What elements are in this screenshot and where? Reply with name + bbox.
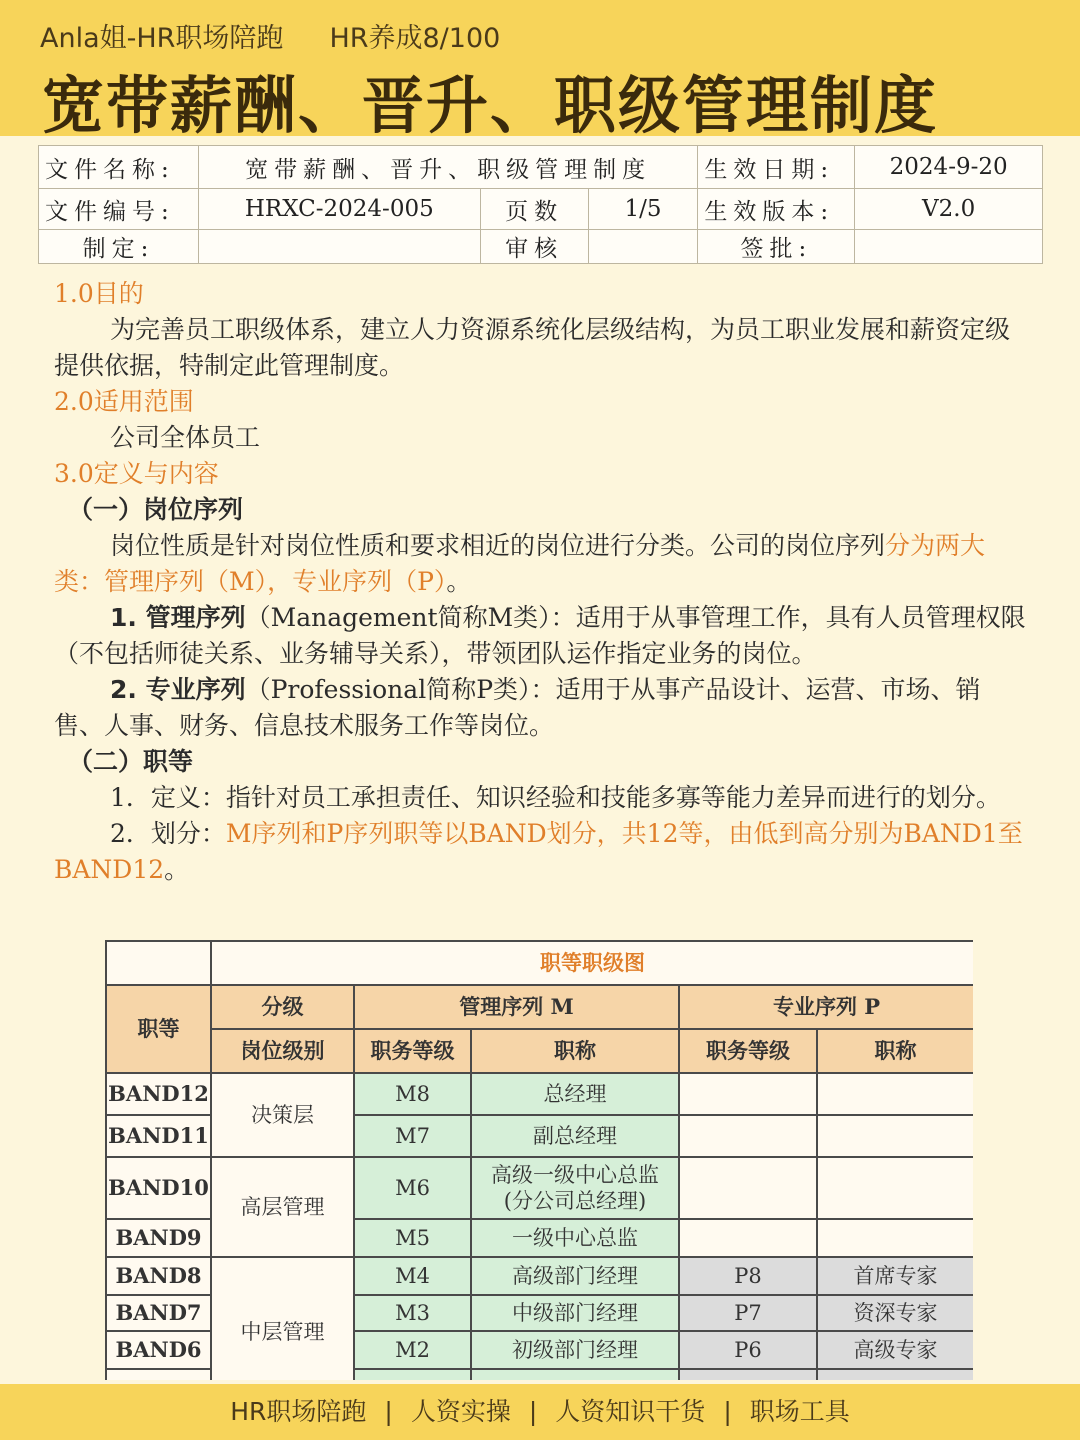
header-p-rank: 职务等级 (679, 1029, 817, 1073)
section-title-definition: 3.0定义与内容 (54, 459, 219, 488)
item-head-professional: 2. 专业序列 (110, 675, 246, 704)
tier-cell: 中层管理 (211, 1257, 354, 1380)
paragraph-professional-sequence (54, 672, 1029, 744)
file-name-value: 宽带薪酬、晋升、职级管理制度 (198, 146, 698, 189)
section-title-scope: 2.0适用范围 (54, 387, 194, 416)
m-rank-cell: M8 (354, 1073, 471, 1115)
pages-label: 页数 (480, 189, 588, 230)
m-rank-cell: M6 (354, 1157, 471, 1219)
p-title-cell: 高级专家 (817, 1331, 973, 1369)
footer-item-hr-knowledge[interactable]: 人资知识干货 (555, 1397, 706, 1426)
p-rank-cell (679, 1157, 817, 1219)
p-rank-cell: P8 (679, 1257, 817, 1295)
band-cell: BAND8 (106, 1257, 211, 1295)
band-cell: BAND10 (106, 1157, 211, 1219)
file-no-value: HRXC-2024-005 (198, 189, 480, 230)
version-value: V2.0 (855, 189, 1043, 230)
highlight-band-division: M序列和P序列职等以BAND划分，共12等，由低到高分别为BAND1至BAND12 (54, 819, 1023, 884)
footer-item-hr-practice[interactable]: 人资实操 (410, 1397, 511, 1426)
item-text-professional: （Professional简称P类）：适用于从事产品设计、运营、市场、销售、人事、财务、信息技术服务工作等岗位。 (54, 675, 981, 740)
m-rank-cell: M7 (354, 1115, 471, 1157)
footer-item-work-tools[interactable]: 职场工具 (749, 1397, 850, 1426)
header-subtitle (40, 16, 500, 55)
page-title: 宽带薪酬、晋升、职级管理制度 (42, 69, 939, 142)
grade-chart-container (105, 940, 973, 1380)
m-rank-cell: M3 (354, 1295, 471, 1331)
header-banner (0, 0, 1080, 142)
header-management-group: 管理序列 M (354, 985, 679, 1029)
paragraph-grade-division (54, 816, 1029, 888)
header-tier: 分级 (211, 985, 354, 1029)
m-rank-cell (354, 1369, 471, 1380)
author-label: Anla姐-HR职场陪跑 (40, 23, 284, 54)
item-head-management: 1. 管理序列 (110, 603, 246, 632)
p-rank-cell (679, 1073, 817, 1115)
header-professional-group: 专业序列 P (679, 985, 973, 1029)
pages-value: 1/5 (588, 189, 698, 230)
review-value (588, 230, 698, 264)
p-rank-cell (679, 1369, 817, 1380)
m-rank-cell: M4 (354, 1257, 471, 1295)
item-text-management: （Management简称M类）：适用于从事管理工作，具有人员管理权限（不包括师徒关系、业务辅导关系），带领团队运作指定业务的岗位。 (54, 603, 1026, 668)
m-title-cell (471, 1157, 679, 1219)
p-rank-cell (679, 1115, 817, 1157)
m-title-cell: 总经理 (471, 1073, 679, 1115)
header-m-title: 职称 (471, 1029, 679, 1073)
section-title-purpose: 1.0目的 (54, 279, 144, 308)
corner-cell (106, 941, 211, 985)
m-title-cell: 一级中心总监 (471, 1219, 679, 1257)
p-title-cell: 首席专家 (817, 1257, 973, 1295)
p-rank-cell: P6 (679, 1331, 817, 1369)
paragraph-position-sequence (54, 528, 1029, 600)
made-by-label: 制定: (39, 230, 199, 264)
tier-cell: 决策层 (211, 1073, 354, 1157)
footer-banner (0, 1384, 1080, 1440)
footer-item-hr-coaching[interactable]: HR职场陪跑 (230, 1397, 367, 1426)
paragraph-grade-definition: 1．定义：指针对员工承担责任、知识经验和技能多寡等能力差异而进行的划分。 (110, 783, 1001, 812)
tier-cell: 高层管理 (211, 1157, 354, 1257)
section-text-purpose: 为完善员工职级体系，建立人力资源系统化层级结构，为员工职业发展和薪资定级提供依据，特制定此管理制度。 (54, 315, 1011, 380)
m-title-cell: 副总经理 (471, 1115, 679, 1157)
highlight-two-categories: 分为两大类：管理序列（M），专业序列（P） (54, 531, 986, 596)
footer-separator: | (723, 1397, 732, 1426)
review-label: 审核 (480, 230, 588, 264)
paragraph-management-sequence (54, 600, 1029, 672)
p-title-cell: 资深专家 (817, 1295, 973, 1331)
grade-chart-table (105, 940, 973, 1380)
m-title-line: (分公司总经理) (503, 1189, 647, 1213)
effective-date-value: 2024-9-20 (855, 146, 1043, 189)
header-p-title: 职称 (817, 1029, 973, 1073)
text-fragment: 2．划分： (110, 819, 226, 848)
grade-chart-caption: 职等职级图 (211, 941, 973, 985)
m-title-line: 高级一级中心总监 (491, 1163, 659, 1187)
approve-label: 签批: (698, 230, 855, 264)
band-cell: BAND7 (106, 1295, 211, 1331)
footer-separator: | (384, 1397, 393, 1426)
band-cell: BAND9 (106, 1219, 211, 1257)
m-title-cell: 高级部门经理 (471, 1257, 679, 1295)
m-title-cell (471, 1369, 679, 1380)
band-cell: BAND11 (106, 1115, 211, 1157)
header-position-level: 岗位级别 (211, 1029, 354, 1073)
p-rank-cell (679, 1219, 817, 1257)
p-rank-cell: P7 (679, 1295, 817, 1331)
file-name-label: 文件名称: (39, 146, 199, 189)
m-rank-cell: M5 (354, 1219, 471, 1257)
band-cell: BAND6 (106, 1331, 211, 1369)
subsection-title-position-sequence: （一）岗位序列 (68, 495, 244, 524)
m-title-cell: 中级部门经理 (471, 1295, 679, 1331)
effective-date-label: 生效日期: (698, 146, 855, 189)
document-body (54, 276, 1029, 888)
p-title-cell (817, 1157, 973, 1219)
p-title-cell (817, 1369, 973, 1380)
table-row (106, 1157, 973, 1219)
text-fragment: 岗位性质是针对岗位性质和要求相近的岗位进行分类。公司的岗位序列 (110, 531, 886, 560)
p-title-cell (817, 1115, 973, 1157)
m-title-cell: 初级部门经理 (471, 1331, 679, 1369)
header-m-rank: 职务等级 (354, 1029, 471, 1073)
m-rank-cell: M2 (354, 1331, 471, 1369)
table-row (106, 1257, 973, 1295)
approve-value (855, 230, 1043, 264)
band-cell (106, 1369, 211, 1380)
document-meta-table (38, 145, 1043, 264)
text-fragment: 。 (164, 855, 190, 884)
made-by-value (198, 230, 480, 264)
text-fragment: 。 (446, 567, 472, 596)
subsection-title-grade: （二）职等 (68, 747, 194, 776)
table-row (106, 1073, 973, 1115)
version-label: 生效版本: (698, 189, 855, 230)
p-title-cell (817, 1219, 973, 1257)
p-title-cell (817, 1073, 973, 1115)
band-cell: BAND12 (106, 1073, 211, 1115)
file-no-label: 文件编号: (39, 189, 199, 230)
section-text-scope: 公司全体员工 (110, 423, 261, 452)
footer-separator: | (528, 1397, 538, 1426)
series-label: HR养成8/100 (329, 23, 501, 54)
header-grade: 职等 (106, 985, 211, 1073)
